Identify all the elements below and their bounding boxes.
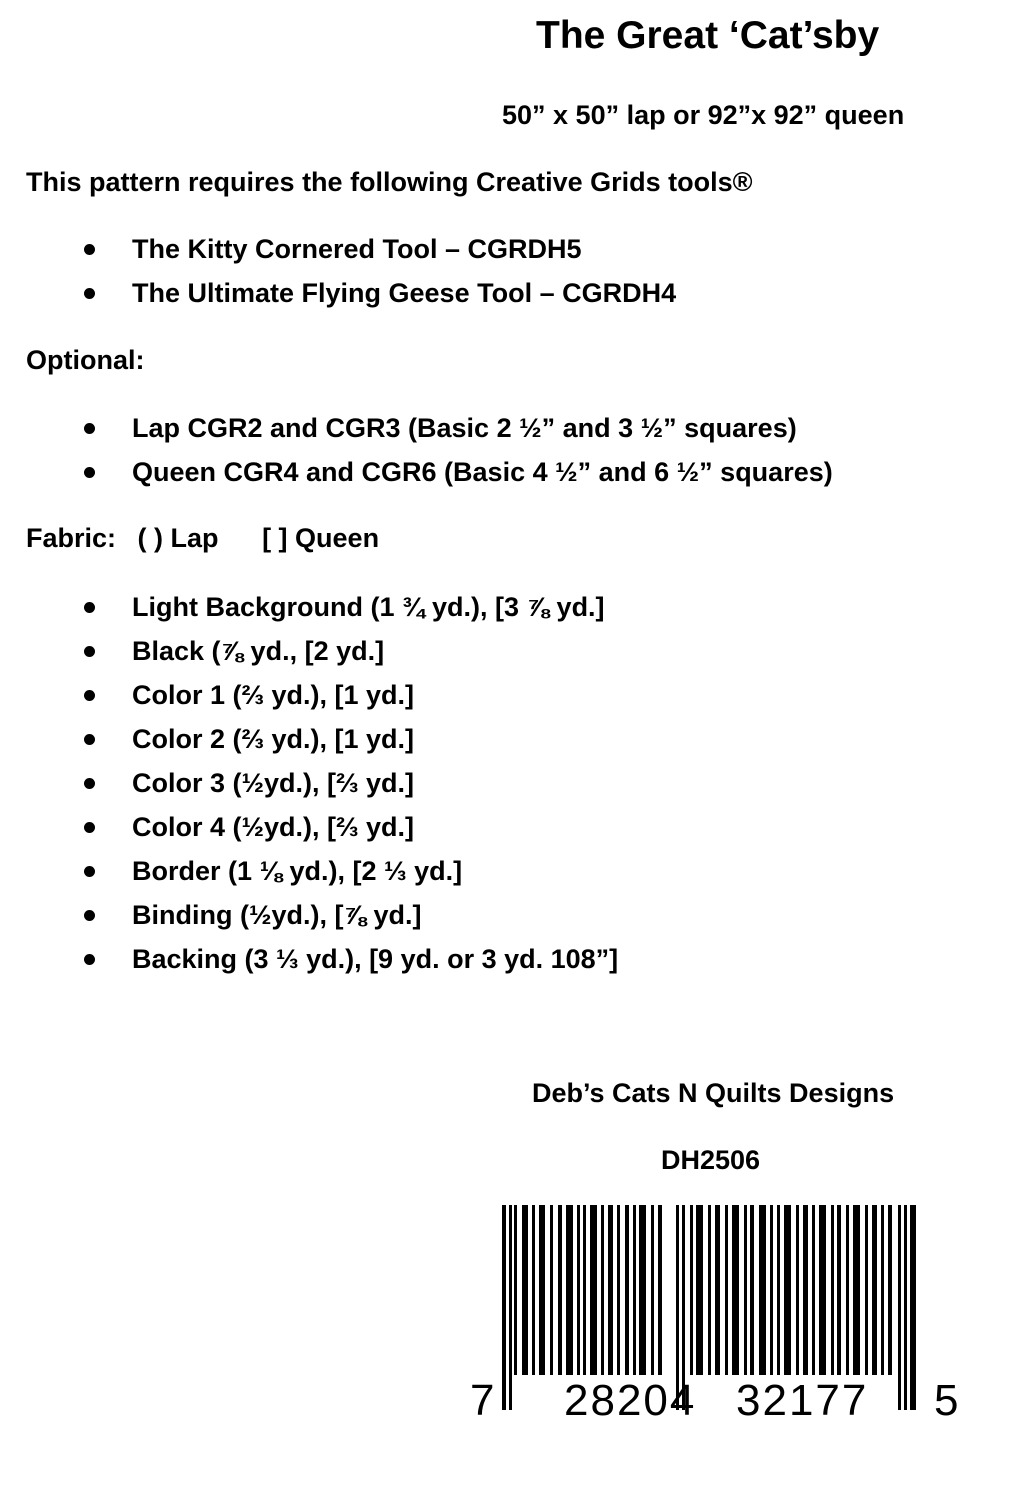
barcode-bar — [583, 1205, 586, 1375]
barcode-bar — [658, 1205, 662, 1375]
designer-name: Deb’s Cats N Quilts Designs — [532, 1078, 895, 1108]
barcode-bar — [639, 1205, 646, 1375]
barcode-bar — [796, 1205, 799, 1375]
barcode-bar — [777, 1205, 780, 1375]
barcode-group-right: 32177 — [736, 1376, 869, 1425]
list-item: Lap CGR2 and CGR3 (Basic 2 ½” and 3 ½” squares) — [80, 411, 833, 455]
barcode-bar — [853, 1205, 860, 1375]
barcode-bar — [725, 1205, 728, 1375]
list-item: Color 3 (½yd.), [⅔ yd.] — [80, 766, 618, 810]
barcode-bar — [744, 1205, 747, 1375]
list-item: Queen CGR4 and CGR6 (Basic 4 ½” and 6 ½” squares) — [80, 455, 833, 499]
barcode-bar — [617, 1205, 620, 1375]
barcode-bar — [819, 1205, 826, 1375]
tools-intro: This pattern requires the following Creative Grids tools® — [26, 167, 753, 197]
barcode-bar — [898, 1205, 901, 1410]
barcode-bar — [750, 1205, 754, 1375]
barcode-bar — [601, 1205, 604, 1375]
barcode-bar — [558, 1205, 562, 1375]
list-item: Light Background (1 ¾ yd.), [3 ⅞ yd.] — [80, 590, 618, 634]
fabric-lap-key: ( ) Lap — [137, 523, 219, 553]
barcode-bar — [539, 1205, 545, 1375]
barcode-bar — [904, 1205, 907, 1410]
barcode-bar — [550, 1205, 553, 1375]
barcode-bar — [708, 1205, 711, 1375]
barcode-bar — [566, 1205, 573, 1375]
list-item: Color 4 (½yd.), [⅔ yd.] — [80, 810, 618, 854]
barcode-bar — [608, 1205, 613, 1375]
pattern-title: The Great ‘Cat’sby — [536, 14, 880, 57]
list-item: Color 2 (⅔ yd.), [1 yd.] — [80, 722, 618, 766]
optional-list — [80, 411, 833, 499]
barcode-bar — [509, 1205, 512, 1410]
fabric-list — [80, 590, 618, 986]
barcode-bar — [532, 1205, 535, 1375]
fabric-queen-key: [ ] Queen — [262, 523, 380, 553]
list-item: The Kitty Cornered Tool – CGRDH5 — [80, 232, 676, 276]
list-item: Border (1 ⅛ yd.), [2 ⅓ yd.] — [80, 854, 618, 898]
list-item: Color 1 (⅔ yd.), [1 yd.] — [80, 678, 618, 722]
list-item: Binding (½yd.), [⅞ yd.] — [80, 898, 618, 942]
barcode-group-left: 28204 — [564, 1376, 697, 1425]
barcode-bar — [759, 1205, 766, 1375]
pattern-code: DH2506 — [661, 1145, 761, 1175]
barcode-bar — [590, 1205, 597, 1375]
barcode-bar — [872, 1205, 877, 1375]
barcode-bar — [690, 1205, 693, 1375]
barcode-digit-first: 7 — [470, 1376, 497, 1425]
barcode — [470, 1205, 970, 1425]
barcode-bar — [770, 1205, 773, 1375]
barcode-bar — [831, 1205, 834, 1375]
barcode-bar — [514, 1205, 517, 1375]
list-item: Black (⅞ yd., [2 yd.] — [80, 634, 618, 678]
list-item: Backing (3 ⅓ yd.), [9 yd. or 3 yd. 108”] — [80, 942, 618, 986]
pattern-size: 50” x 50” lap or 92”x 92” queen — [502, 100, 905, 130]
barcode-bar — [651, 1205, 654, 1375]
barcode-bar — [633, 1205, 636, 1375]
barcode-bar — [812, 1205, 815, 1375]
list-item: The Ultimate Flying Geese Tool – CGRDH4 — [80, 276, 676, 320]
fabric-heading — [26, 523, 379, 554]
barcode-bar — [910, 1205, 916, 1410]
barcode-bar — [732, 1205, 739, 1375]
barcode-bar — [881, 1205, 884, 1375]
barcode-bar — [522, 1205, 528, 1375]
barcode-bar — [865, 1205, 868, 1375]
fabric-label: Fabric: — [26, 523, 117, 553]
barcode-bar — [888, 1205, 892, 1375]
barcode-digit-last: 5 — [934, 1376, 961, 1425]
barcode-bar — [837, 1205, 841, 1375]
barcode-bar — [625, 1205, 629, 1375]
barcode-bar — [577, 1205, 580, 1375]
barcode-bar — [784, 1205, 791, 1375]
barcode-bars — [470, 1205, 970, 1425]
barcode-bar — [502, 1205, 506, 1410]
tools-list — [80, 232, 676, 320]
barcode-bar — [696, 1205, 703, 1375]
barcode-bar — [803, 1205, 808, 1375]
barcode-bar — [715, 1205, 720, 1375]
barcode-bar — [846, 1205, 849, 1375]
optional-heading: Optional: — [26, 345, 145, 375]
